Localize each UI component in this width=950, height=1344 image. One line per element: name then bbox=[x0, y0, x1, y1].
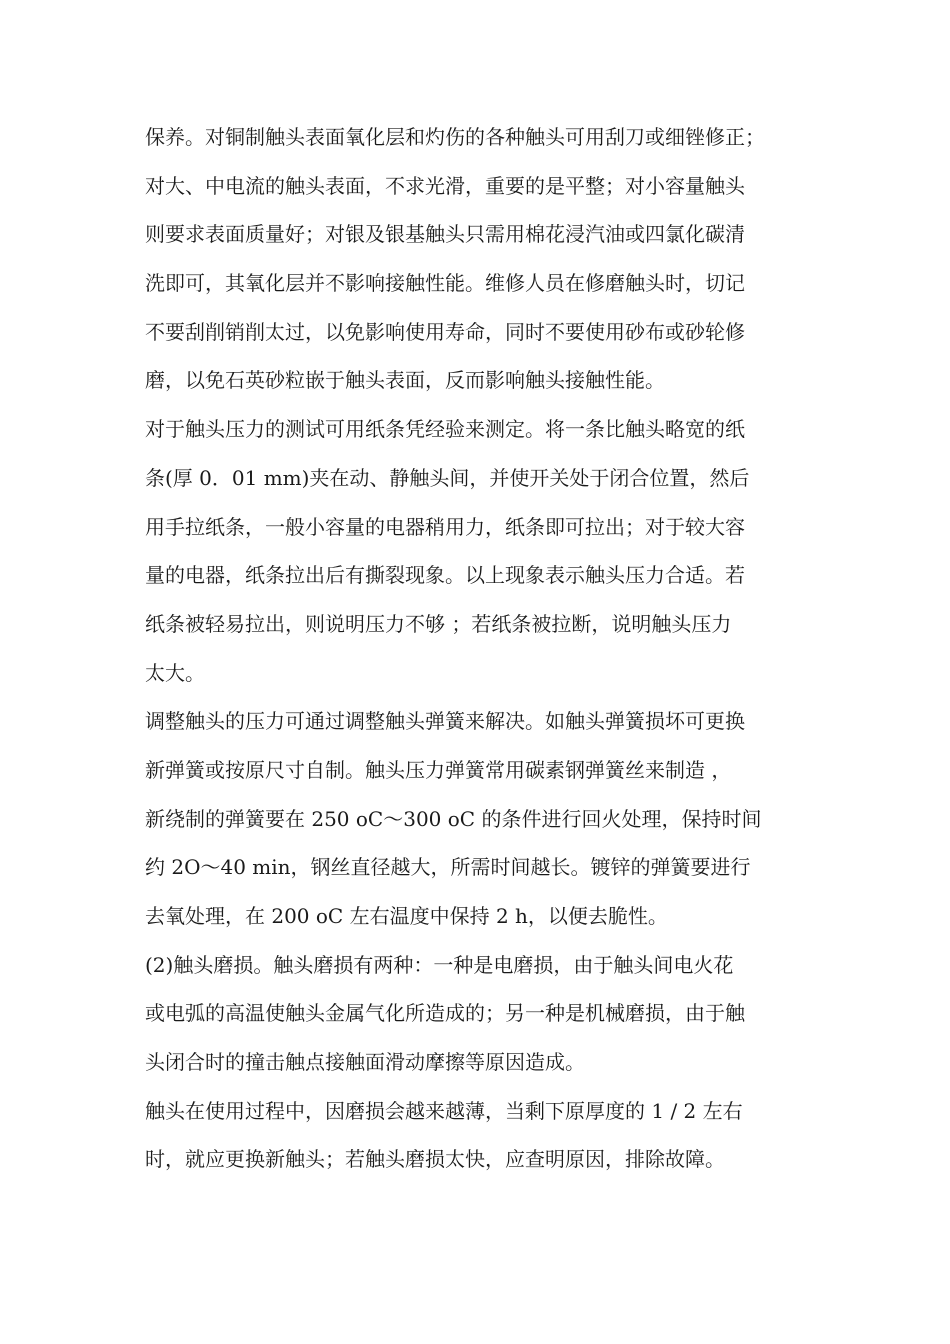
text-line: 洗即可，其氧化层并不影响接触性能。维修人员在修磨触头时，切记 bbox=[145, 271, 745, 296]
text-line: 则要求表面质量好；对银及银基触头只需用棉花浸汽油或四氯化碳清 bbox=[145, 222, 745, 247]
text-line: 量的电器，纸条拉出后有撕裂现象。以上现象表示触头压力合适。若 bbox=[145, 563, 745, 588]
text-line: 或电弧的高温使触头金属气化所造成的；另一种是机械磨损，由于触 bbox=[145, 1001, 745, 1026]
text-line: 调整触头的压力可通过调整触头弹簧来解决。如触头弹簧损坏可更换 bbox=[145, 709, 745, 734]
text-line: 触头在使用过程中，因磨损会越来越薄，当剩下原厚度的 1 / 2 左右 bbox=[145, 1098, 743, 1123]
text-line: 时，就应更换新触头；若触头磨损太快，应查明原因，排除故障。 bbox=[145, 1147, 725, 1172]
text-line: 头闭合时的撞击触点接触面滑动摩擦等原因造成。 bbox=[145, 1050, 585, 1075]
text-line: 去氧处理，在 200 oC 左右温度中保持 2 h，以便去脆性。 bbox=[145, 904, 668, 928]
body-text bbox=[145, 113, 825, 1184]
text-line: 用手拉纸条，一般小容量的电器稍用力，纸条即可拉出；对于较大容 bbox=[145, 514, 745, 539]
text-line: 纸条被轻易拉出，则说明压力不够 ；若纸条被拉断，说明触头压力 bbox=[145, 611, 732, 636]
text-line: 对于触头压力的测试可用纸条凭经验来测定。将一条比触头略宽的纸 bbox=[145, 417, 745, 442]
text-line: 约 2O～40 min，钢丝直径越大，所需时间越长。镀锌的弹簧要进行 bbox=[145, 855, 751, 880]
text-line: 对大、中电流的触头表面，不求光滑，重要的是平整；对小容量触头 bbox=[145, 173, 745, 198]
text-line: 新弹簧或按原尺寸自制。触头压力弹簧常用碳素钢弹簧丝来制造 ， bbox=[145, 757, 732, 782]
text-line: 保养。对铜制触头表面氧化层和灼伤的各种触头可用刮刀或细锉修正； bbox=[145, 125, 765, 149]
text-line: 磨，以免石英砂粒嵌于触头表面，反而影响触头接触性能。 bbox=[145, 368, 665, 393]
text-line: 不要刮削销削太过，以免影响使用寿命，同时不要使用砂布或砂轮修 bbox=[145, 319, 745, 344]
text-line: 新绕制的弹簧要在 250 oC～300 oC 的条件进行回火处理，保持时间 bbox=[145, 806, 762, 831]
text-line: 太大。 bbox=[145, 660, 205, 685]
text-line: (2)触头磨损。触头磨损有两种：一种是电磨损，由于触头间电火花 bbox=[145, 952, 734, 977]
text-line: 条(厚 0．01 mm)夹在动、静触头间，并使开关处于闭合位置，然后 bbox=[145, 465, 750, 490]
